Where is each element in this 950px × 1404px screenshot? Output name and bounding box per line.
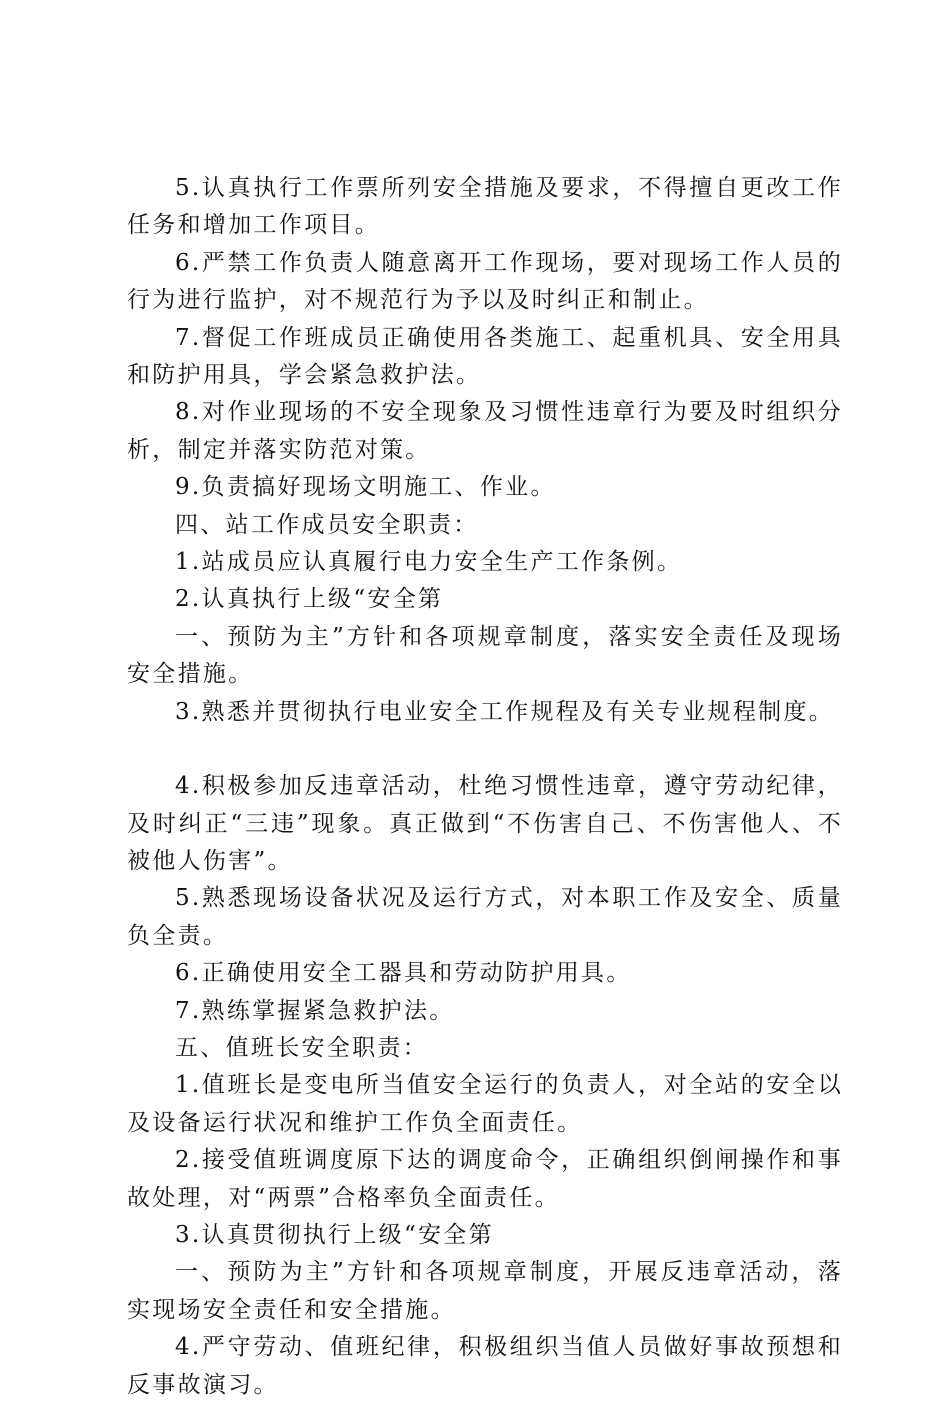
paragraph-item-13: 7.熟练掌握紧急救护法。	[175, 997, 455, 1024]
section-heading-4: 四、站工作成员安全职责：	[175, 511, 479, 538]
paragraph-item-3: 7.督促工作班成员正确使用各类施工、起重机具、安全用具和防护用具，学会紧急救护法。	[127, 324, 843, 389]
paragraph-item-4: 8.对作业现场的不安全现象及习惯性违章行为要及时组织分析，制定并落实防范对策。	[127, 399, 843, 463]
paragraph-item-7: 2.认真执行上级“安全第	[175, 586, 444, 613]
paragraph-item-12: 6.正确使用安全工器具和劳动防护用具。	[175, 960, 632, 987]
paragraph-item-16: 3.认真贯彻执行上级“安全第	[175, 1221, 494, 1248]
paragraph-item-5: 9.负责搞好现场文明施工、作业。	[175, 474, 556, 501]
paragraph-item-11: 5.熟悉现场设备状况及运行方式，对本职工作及安全、质量负全责。	[127, 885, 843, 949]
paragraph-item-18: 4.严守劳动、值班纪律，积极组织当值人员做好事故预想和反事故演习。	[127, 1334, 843, 1398]
paragraph-item-17: 一、预防为主”方针和各项规章制度，开展反违章活动，落实现场安全责任和安全措施。	[127, 1259, 843, 1323]
paragraph-item-15: 2.接受值班调度原下达的调度命令，正确组织倒闸操作和事故处理，对“两票”合格率负全面责任。	[127, 1147, 843, 1211]
paragraph-item-9: 3.熟悉并贯彻执行电业安全工作规程及有关专业规程制度。	[175, 698, 835, 725]
section-heading-5: 五、值班长安全职责：	[175, 1034, 428, 1061]
paragraph-item-8: 一、预防为主”方针和各项规章制度，落实安全责任及现场安全措施。	[127, 623, 843, 688]
paragraph-item-1: 5.认真执行工作票所列安全措施及要求，不得擅自更改工作任务和增加工作项目。	[127, 175, 843, 239]
paragraph-item-14: 1.值班长是变电所当值安全运行的负责人，对全站的安全以及设备运行状况和维护工作负全面责任。	[127, 1072, 843, 1136]
paragraph-item-2: 6.严禁工作负责人随意离开工作现场，要对现场工作人员的行为进行监护，对不规范行为予以及时纠正和制止。	[127, 249, 843, 314]
paragraph-item-10: 4.积极参加反违章活动，杜绝习惯性违章，遵守劳动纪律，及时纠正“三违”现象。真正做到“不伤害自己、不伤害他人、不被他人伤害”。	[127, 773, 843, 874]
document-body	[127, 170, 843, 1404]
paragraph-item-6: 1.站成员应认真履行电力安全生产工作条例。	[175, 549, 683, 576]
